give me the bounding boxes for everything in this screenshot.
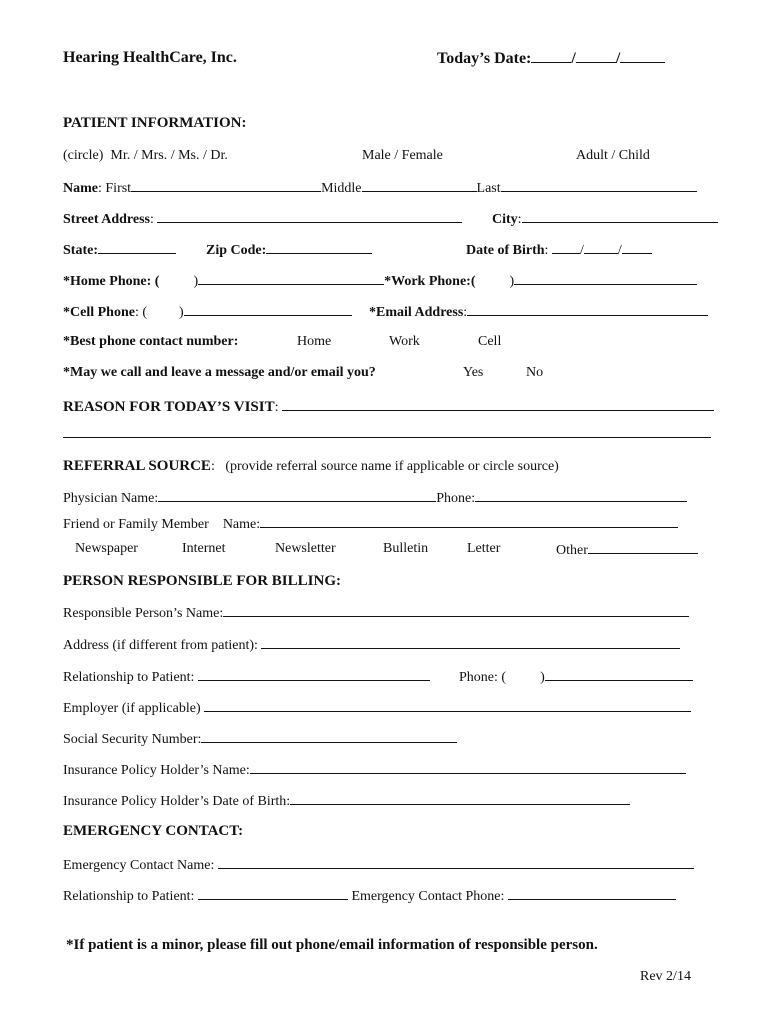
friend-name-blank[interactable] [260, 514, 678, 528]
source-newspaper[interactable]: Newspaper [75, 541, 138, 556]
responsible-row [63, 603, 689, 623]
home-phone-blank[interactable] [198, 271, 384, 285]
billing-relationship-label: Relationship to Patient: [63, 670, 195, 685]
source-letter[interactable]: Letter [467, 541, 501, 556]
billing-section-title: PERSON RESPONSIBLE FOR BILLING: [63, 573, 341, 589]
work-phone-blank[interactable] [514, 271, 697, 285]
age-options[interactable]: Adult / Child [576, 148, 650, 163]
cell-phone-blank[interactable] [184, 302, 352, 316]
last-name-blank[interactable] [501, 178, 697, 192]
company-name: Hearing HealthCare, Inc. [63, 49, 237, 66]
close-paren: ) [509, 274, 515, 289]
name-row [63, 178, 697, 198]
state-label: State: [63, 243, 98, 258]
first-label: : First [98, 181, 132, 196]
emergency-relationship-label: Relationship to Patient: [63, 889, 195, 904]
employer-label: Employer (if applicable) [63, 701, 201, 716]
billing-relationship-blank[interactable] [198, 667, 430, 681]
date-day-blank[interactable] [576, 49, 616, 63]
emergency-phone-label: Emergency Contact Phone: [351, 889, 505, 904]
date-sep: / [615, 50, 621, 67]
date-year-blank[interactable] [620, 49, 665, 63]
physician-phone-blank[interactable] [475, 488, 687, 502]
employer-row [63, 698, 691, 718]
home-phone-label: *Home Phone: ( [63, 274, 160, 289]
colon: : [149, 212, 154, 227]
dob-sep: / [579, 243, 584, 258]
close-paren: ) [193, 274, 199, 289]
message-option-yes[interactable]: Yes [463, 365, 484, 380]
emergency-name-label: Emergency Contact Name: [63, 858, 215, 873]
visit-row [63, 397, 714, 417]
responsible-blank[interactable] [223, 603, 689, 617]
circle-prefix [63, 147, 228, 165]
emergency-name-blank[interactable] [218, 855, 694, 869]
physician-blank[interactable] [158, 488, 436, 502]
middle-label: Middle [321, 181, 362, 196]
holder-name-row [63, 760, 686, 780]
dob-sep: / [617, 243, 622, 258]
holder-dob-label: Insurance Policy Holder’s Date of Birth: [63, 794, 291, 809]
gender-options[interactable]: Male / Female [362, 148, 443, 163]
visit-line-2 [63, 424, 711, 444]
message-label: *May we call and leave a message and/or email you? [63, 365, 376, 380]
zip-blank[interactable] [266, 240, 372, 254]
middle-name-blank[interactable] [362, 178, 477, 192]
colon: : [274, 400, 279, 415]
best-option-home[interactable]: Home [297, 334, 332, 349]
todays-date-field [437, 49, 665, 68]
referral-note: (provide referral source name if applicable or circle source) [225, 459, 559, 474]
revision-label: Rev 2/14 [640, 969, 691, 984]
best-phone-label: *Best phone contact number: [63, 334, 239, 349]
close-paren: ) [540, 670, 545, 685]
source-other [556, 540, 698, 560]
state-blank[interactable] [98, 240, 176, 254]
best-option-cell[interactable]: Cell [478, 334, 502, 349]
holder-dob-row [63, 791, 630, 811]
ssn-row [63, 729, 457, 749]
referral-label: REFERRAL SOURCE [63, 458, 211, 474]
billing-relationship-row [63, 667, 430, 687]
responsible-label: Responsible Person’s Name: [63, 606, 224, 621]
billing-phone-field [459, 667, 693, 687]
last-label: Last [476, 181, 501, 196]
street-blank[interactable] [157, 209, 462, 223]
holder-name-label: Insurance Policy Holder’s Name: [63, 763, 250, 778]
dob-year-blank[interactable] [622, 240, 652, 254]
state-field [63, 240, 176, 260]
email-field [369, 302, 708, 322]
holder-name-blank[interactable] [250, 760, 686, 774]
dob-field [466, 240, 652, 260]
source-other-label[interactable]: Other [556, 543, 588, 558]
friend-name-label: Name: [222, 517, 261, 532]
dob-day-blank[interactable] [584, 240, 618, 254]
emergency-relationship-row [63, 886, 676, 906]
physician-row [63, 488, 687, 508]
email-blank[interactable] [467, 302, 708, 316]
colon: : [544, 243, 549, 258]
emergency-name-row [63, 855, 694, 875]
todays-date-label: Today’s Date: [437, 50, 532, 67]
referral-row [63, 457, 559, 476]
street-label: Street Address [63, 212, 150, 227]
colon: : [517, 212, 522, 227]
date-sep: / [571, 50, 576, 67]
dob-month-blank[interactable] [552, 240, 580, 254]
emergency-relationship-blank[interactable] [198, 886, 348, 900]
work-phone-label: *Work Phone:( [384, 274, 476, 289]
date-month-blank[interactable] [531, 49, 571, 63]
cell-phone-label: *Cell Phone [63, 305, 135, 320]
best-option-work[interactable]: Work [389, 334, 420, 349]
cell-paren: : ( [134, 305, 148, 320]
visit-blank-2[interactable] [63, 424, 711, 438]
ssn-blank[interactable] [201, 729, 457, 743]
source-newsletter[interactable]: Newsletter [275, 541, 336, 556]
close-paren: ) [179, 305, 184, 320]
billing-phone-label: Phone: ( [459, 670, 507, 685]
circle-label: (circle) [63, 148, 104, 163]
visit-blank-1[interactable] [282, 397, 714, 411]
zip-field [206, 240, 372, 260]
billing-address-row [63, 635, 680, 655]
minor-note: *If patient is a minor, please fill out phone/email information of responsible person. [66, 937, 598, 953]
dob-label: Date of Birth [466, 243, 545, 258]
first-name-blank[interactable] [131, 178, 321, 192]
message-option-no[interactable]: No [526, 365, 544, 380]
employer-blank[interactable] [204, 698, 691, 712]
emergency-section-title: EMERGENCY CONTACT: [63, 823, 244, 839]
billing-address-label: Address (if different from patient): [63, 638, 258, 653]
address-row [63, 209, 462, 229]
colon: : [463, 305, 468, 320]
physician-phone-label: Phone: [436, 491, 476, 506]
patient-section-title: PATIENT INFORMATION: [63, 115, 247, 131]
source-other-blank[interactable] [588, 540, 698, 554]
email-label: *Email Address [369, 305, 464, 320]
billing-address-blank[interactable] [261, 635, 680, 649]
friend-label[interactable]: Friend or Family Member [63, 517, 209, 532]
zip-label: Zip Code: [206, 243, 267, 258]
cell-row [63, 302, 352, 322]
phone-row [63, 271, 697, 291]
source-bulletin[interactable]: Bulletin [383, 541, 429, 556]
colon: : [210, 459, 215, 474]
city-label: City [492, 212, 518, 227]
visit-label: REASON FOR TODAY’S VISIT [63, 399, 275, 415]
source-internet[interactable]: Internet [182, 541, 226, 556]
friend-row [63, 514, 678, 534]
holder-dob-blank[interactable] [290, 791, 630, 805]
emergency-phone-blank[interactable] [508, 886, 676, 900]
name-label: Name [63, 181, 98, 196]
city-blank[interactable] [522, 209, 718, 223]
city-field [492, 209, 718, 229]
billing-phone-blank[interactable] [545, 667, 693, 681]
physician-label: Physician Name: [63, 491, 159, 506]
ssn-label: Social Security Number: [63, 732, 202, 747]
title-options[interactable]: Mr. / Mrs. / Ms. / Dr. [110, 148, 228, 163]
